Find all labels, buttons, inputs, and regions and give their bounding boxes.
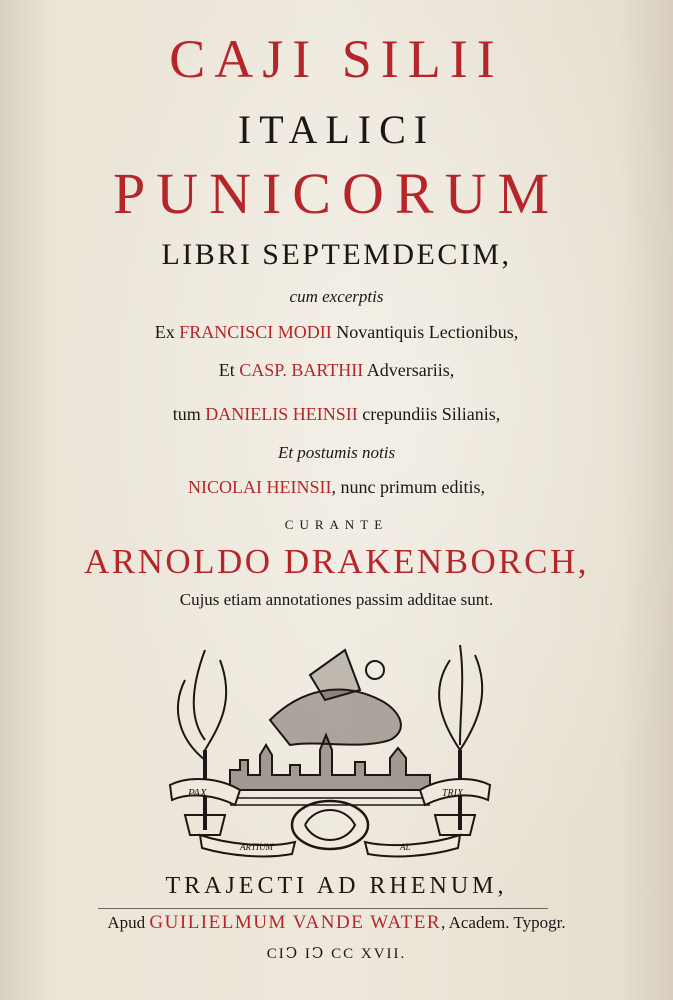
imprint-apud: Apud [107,913,150,932]
source-d-heinsius-work: crepundiis Silianis, [357,404,501,424]
source-barthius [0,360,673,381]
source-d-heinsius-prefix: tum [172,404,206,424]
editor-note: Cujus etiam annotationes passim additae sunt. [179,590,494,609]
imprint-rule [98,908,548,909]
source-modius-work: Novantiquis Lectionibus, [331,322,519,342]
curante-label: CURANTE [284,517,389,532]
ribbon-pax: PAX [188,787,207,799]
source-n-heinsius-note: , nunc primum editis, [331,477,485,497]
editor-name: ARNOLDO DRAKENBORCH, [83,542,590,581]
ribbon-artium: ARTIUM [240,842,273,852]
imprint-place: TRAJECTI AD RHENUM, [165,873,508,899]
title-author: CAJI SILII [169,29,504,89]
source-n-heinsius-name: NICOLAI HEINSII [188,477,332,497]
source-d-heinsius-name: DANIELIS HEINSII [205,404,358,424]
printers-device-vignette [160,630,500,860]
source-modius [0,322,673,343]
source-modius-name: FRANCISCI MODII [179,322,332,342]
source-barthius-prefix: Et [218,360,240,380]
title-author-cognomen: ITALICI [237,107,436,152]
subtitle-cum-excerptis: cum excerptis [289,287,384,306]
imprint-publisher [0,912,673,934]
title-work: PUNICORUM [112,161,561,226]
source-barthius-name: CASP. BARTHII [239,360,364,380]
source-n-heinsius [0,477,673,498]
source-barthius-work: Adversariis, [363,360,455,380]
title-books: LIBRI SEPTEMDECIM, [161,238,512,271]
imprint-publisher-name: GUILIELMUM VANDE WATER [149,912,442,933]
postumis-notis: Et postumis notis [277,443,396,462]
source-d-heinsius [0,404,673,425]
source-modius-prefix: Ex [154,322,180,342]
ribbon-al: AL [400,842,411,852]
imprint-publisher-title: , Academ. Typogr. [441,913,566,932]
ribbon-trix: TRIX [442,788,464,799]
imprint-date: CIↃ IↃ CC XVII. [266,946,407,962]
